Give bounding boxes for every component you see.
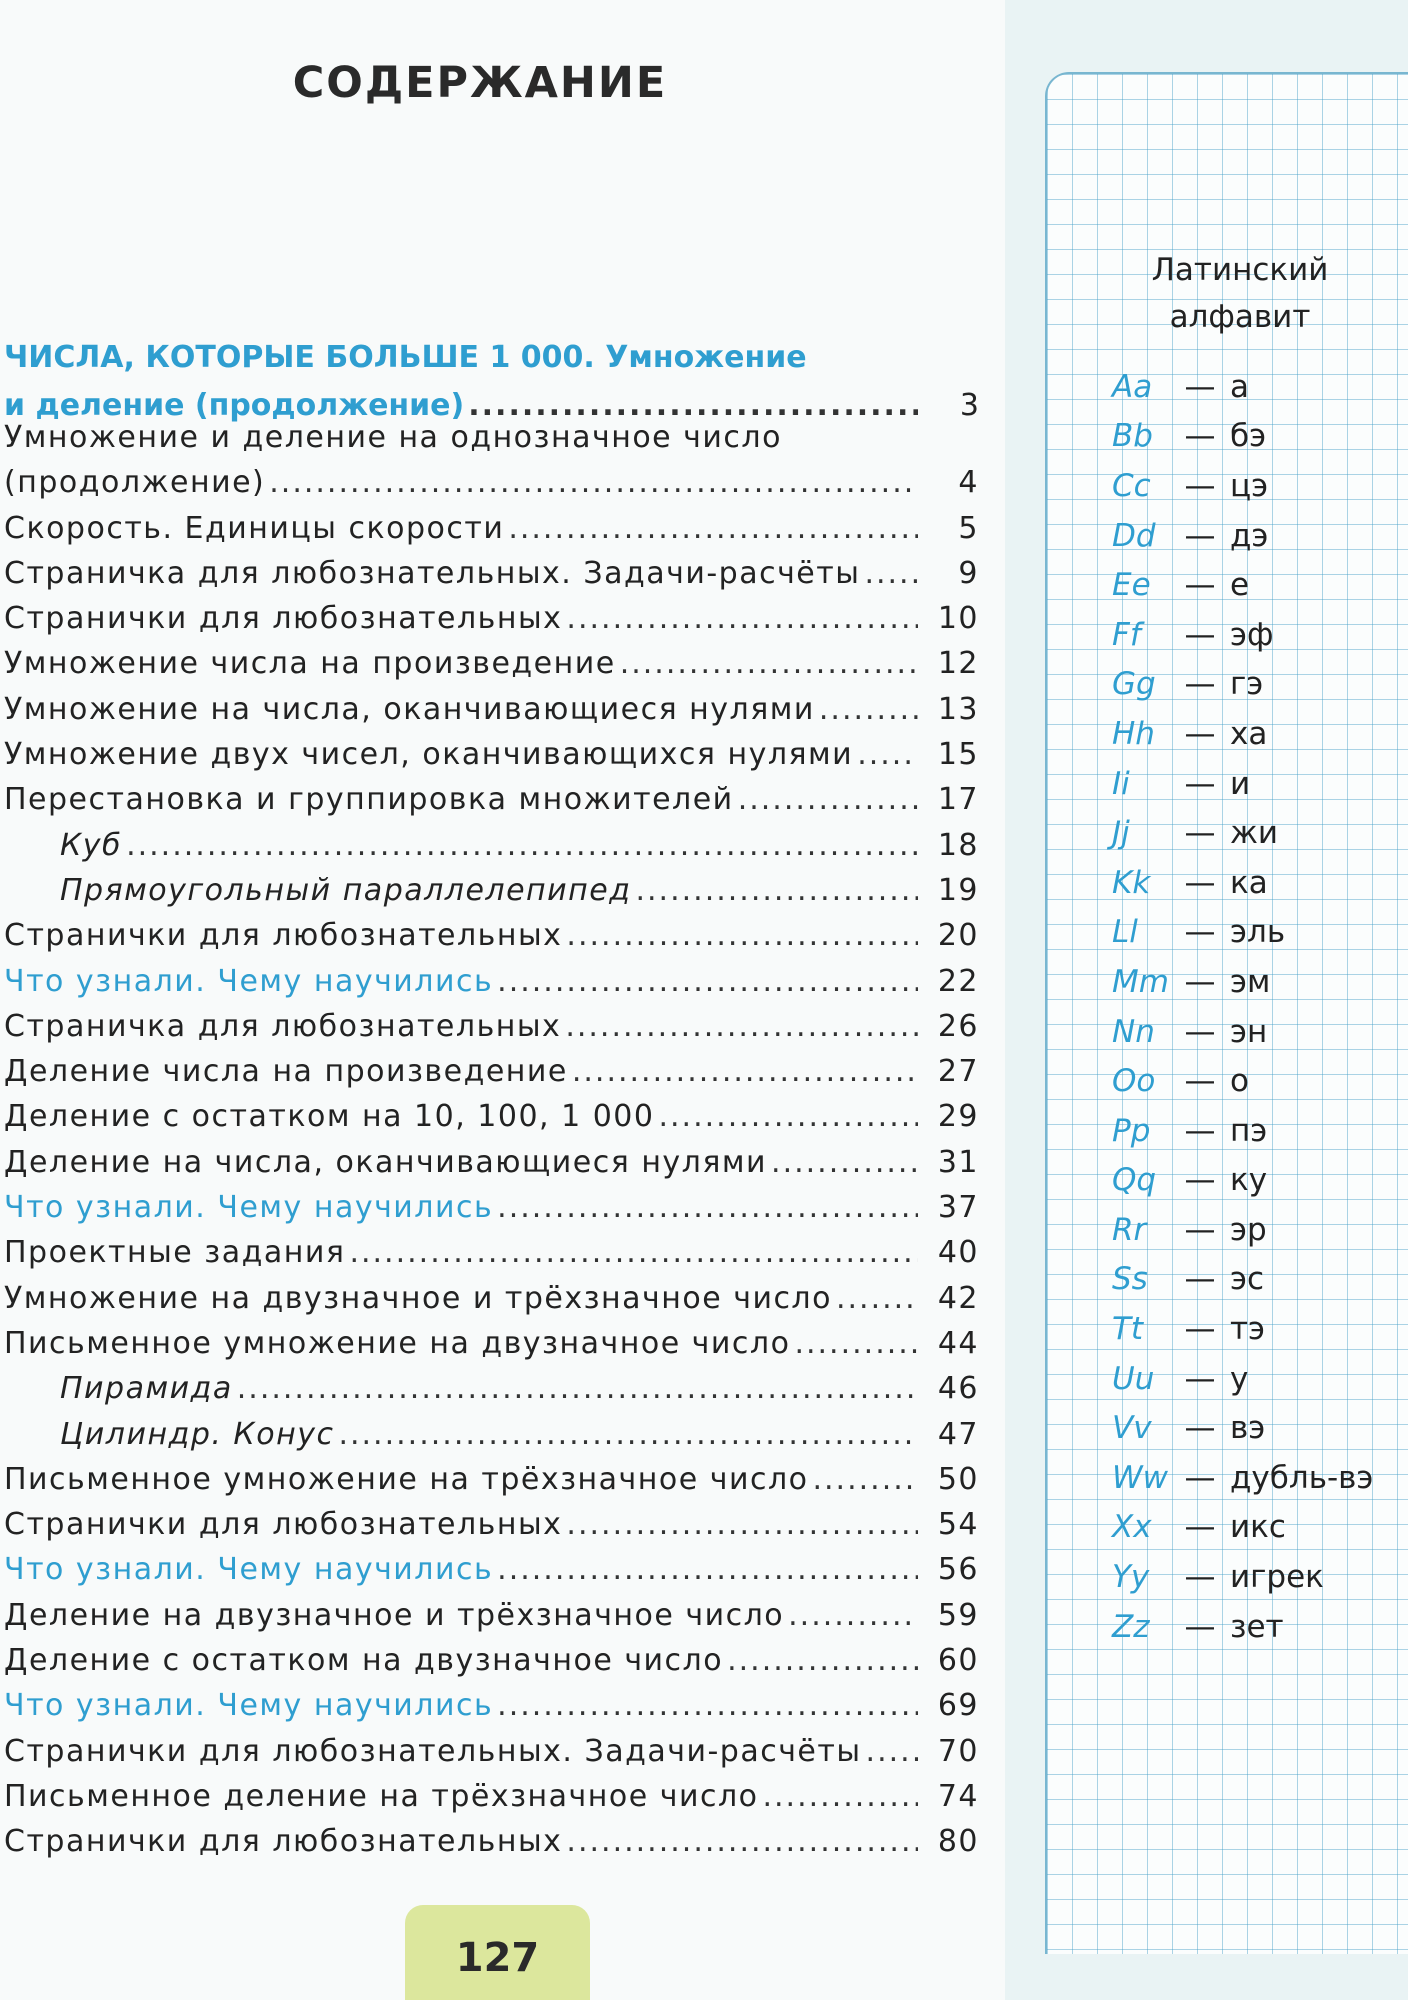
- alphabet-row: [1112, 858, 1408, 908]
- dot-leader: [566, 601, 918, 636]
- toc-entry-title: Пирамида: [60, 1371, 233, 1407]
- toc-entry: [4, 1371, 979, 1416]
- toc-entry-title: Что узнали. Чему научились: [4, 963, 494, 999]
- toc-entry: [4, 873, 979, 918]
- alphabet-row: [1112, 1056, 1408, 1106]
- dot-leader: [269, 465, 918, 500]
- toc-entry-page: 26: [937, 1008, 979, 1044]
- latin-letter: Ss: [1112, 1261, 1148, 1298]
- dot-leader: [497, 1688, 918, 1723]
- dash: —: [1184, 963, 1216, 1000]
- alphabet-row: [1112, 808, 1408, 858]
- dash: —: [1184, 1211, 1216, 1248]
- letter-name: ка: [1230, 864, 1268, 901]
- alphabet-row: [1112, 1552, 1408, 1602]
- toc-entry: [4, 1598, 979, 1643]
- latin-letter: Yy: [1112, 1559, 1150, 1596]
- letter-name: эф: [1230, 616, 1274, 653]
- latin-letter: Mm: [1112, 963, 1169, 1000]
- alphabet-title-line-1: Латинский: [1151, 252, 1329, 288]
- dash: —: [1184, 1013, 1216, 1050]
- toc-entry-title: Перестановка и группировка множителей: [4, 782, 734, 818]
- toc-entry: [4, 1507, 979, 1552]
- dash: —: [1184, 1559, 1216, 1596]
- toc-entry: [4, 1099, 979, 1144]
- latin-letter: Aa: [1112, 368, 1153, 405]
- dot-leader: [497, 1190, 918, 1225]
- toc-entry-title: Странички для любознательных: [4, 918, 563, 954]
- toc-entry-title: Проектные задания: [4, 1235, 346, 1271]
- toc-entry-page: 37: [937, 1190, 979, 1226]
- toc-entry: [4, 1779, 979, 1824]
- toc-entry-title: Письменное деление на трёхзначное число: [4, 1778, 759, 1814]
- toc-entry-title: Скорость. Единицы скорости: [4, 510, 505, 546]
- toc-entry-page: 13: [937, 691, 979, 727]
- toc-entry: [4, 1734, 979, 1779]
- dash: —: [1184, 1162, 1216, 1199]
- dot-leader: [864, 556, 918, 591]
- letter-name: икс: [1230, 1509, 1286, 1546]
- toc-entry-page: 29: [937, 1099, 979, 1135]
- toc-entry: [4, 1688, 979, 1733]
- dash: —: [1184, 864, 1216, 901]
- letter-name: зет: [1230, 1608, 1284, 1645]
- latin-letter: Nn: [1112, 1013, 1155, 1050]
- latin-letter: Cc: [1112, 467, 1151, 504]
- toc-entry-title: Умножение на двузначное и трёхзначное число: [4, 1280, 832, 1316]
- letter-name: цэ: [1230, 467, 1269, 504]
- section-heading-text-2: и деление (продолжение): [4, 388, 465, 423]
- toc-entry-title: Умножение двух чисел, оканчивающихся нулями: [4, 737, 854, 773]
- alphabet-row: [1112, 511, 1408, 561]
- section-heading-page: 3: [959, 388, 979, 423]
- latin-letter: Kk: [1112, 864, 1151, 901]
- alphabet-row: [1112, 1403, 1408, 1453]
- latin-letter: Ii: [1112, 765, 1130, 802]
- dot-leader: [866, 1734, 918, 1769]
- toc-entry: [4, 692, 979, 737]
- toc-entry: [4, 1824, 979, 1869]
- latin-letter: Tt: [1112, 1311, 1144, 1348]
- alphabet-row: [1112, 908, 1408, 958]
- toc-entry-page: 4: [958, 465, 979, 501]
- alphabet-row: [1112, 610, 1408, 660]
- latin-letter: Vv: [1112, 1410, 1152, 1447]
- alphabet-row: [1112, 560, 1408, 610]
- toc-entry: [4, 420, 979, 465]
- dot-leader: [237, 1371, 918, 1406]
- alphabet-row: [1112, 1354, 1408, 1404]
- latin-letter: Ee: [1112, 567, 1151, 604]
- page-number: 127: [455, 1935, 540, 1981]
- toc-entry-page: 42: [937, 1280, 979, 1316]
- toc-entry: [4, 465, 979, 510]
- dash: —: [1184, 1459, 1216, 1496]
- latin-letter: Gg: [1112, 666, 1156, 703]
- latin-letter: Jj: [1112, 815, 1130, 852]
- letter-name: жи: [1230, 815, 1279, 852]
- dot-leader: [635, 873, 918, 908]
- alphabet-row: [1112, 1453, 1408, 1503]
- dash: —: [1184, 517, 1216, 554]
- letter-name: эс: [1230, 1261, 1265, 1298]
- letter-name: дубль-вэ: [1230, 1459, 1374, 1496]
- toc-entry: [4, 1462, 979, 1507]
- alphabet-row: [1112, 1503, 1408, 1553]
- toc-entry: [4, 556, 979, 601]
- latin-letter: Uu: [1112, 1360, 1155, 1397]
- toc-entry-title: Деление с остатком на двузначное число: [4, 1643, 724, 1679]
- alphabet-row: [1112, 1304, 1408, 1354]
- dot-leader: [836, 1281, 918, 1316]
- toc-entry-title: Умножение на числа, оканчивающиеся нулями: [4, 691, 815, 727]
- toc-entry-page: 40: [937, 1235, 979, 1271]
- dot-leader: [788, 1598, 918, 1633]
- letter-name: а: [1230, 368, 1249, 405]
- letter-name: гэ: [1230, 666, 1264, 703]
- toc-entry: [4, 1190, 979, 1235]
- toc-entry: [4, 1145, 979, 1190]
- dash: —: [1184, 914, 1216, 951]
- toc-entry-title: Прямоугольный параллелепипед: [60, 872, 632, 908]
- latin-letter: Ff: [1112, 616, 1141, 653]
- dot-leader: [497, 1552, 918, 1587]
- letter-name: ку: [1230, 1162, 1268, 1199]
- toc-entry-title: Цилиндр. Конус: [60, 1416, 335, 1452]
- toc-entry-title: Деление числа на произведение: [4, 1054, 568, 1090]
- toc-entry: [4, 828, 979, 873]
- toc-entry: [4, 1643, 979, 1688]
- dot-leader: [126, 828, 918, 863]
- dash: —: [1184, 1509, 1216, 1546]
- toc-entry-page: 19: [937, 872, 979, 908]
- alphabet-row: [1112, 1602, 1408, 1652]
- dash: —: [1184, 815, 1216, 852]
- alphabet-row: [1112, 412, 1408, 462]
- toc-entry: [4, 1326, 979, 1371]
- toc-entry-title: Что узнали. Чему научились: [4, 1688, 494, 1724]
- dash: —: [1184, 1112, 1216, 1149]
- dot-leader: [794, 1326, 918, 1361]
- toc-entry: [4, 646, 979, 691]
- dash: —: [1184, 616, 1216, 653]
- toc-entry-page: 50: [937, 1461, 979, 1497]
- toc-entry: [4, 1417, 979, 1462]
- letter-name: эн: [1230, 1013, 1268, 1050]
- toc-list: [4, 420, 979, 1870]
- dash: —: [1184, 666, 1216, 703]
- dot-leader: [771, 1145, 918, 1180]
- alphabet-row: [1112, 1255, 1408, 1305]
- dash: —: [1184, 765, 1216, 802]
- dot-leader: [762, 1779, 918, 1814]
- toc-entry-page: 10: [937, 601, 979, 637]
- toc-entry-page: 17: [937, 782, 979, 818]
- toc-entry-title: (продолжение): [4, 465, 266, 501]
- dash: —: [1184, 567, 1216, 604]
- dash: —: [1184, 467, 1216, 504]
- toc-entry-page: 47: [937, 1416, 979, 1452]
- alphabet-row: [1112, 1106, 1408, 1156]
- page-title: СОДЕРЖАНИЕ: [292, 58, 668, 108]
- latin-letter: Zz: [1112, 1608, 1150, 1645]
- toc-entry-page: 31: [937, 1144, 979, 1180]
- toc-entry: [4, 964, 979, 1009]
- latin-letter: Pp: [1112, 1112, 1151, 1149]
- alphabet-row: [1112, 1007, 1408, 1057]
- letter-name: игрек: [1230, 1559, 1324, 1596]
- alphabet-row: [1112, 1205, 1408, 1255]
- letter-name: вэ: [1230, 1410, 1266, 1447]
- toc-entry-page: 60: [937, 1643, 979, 1679]
- dash: —: [1184, 368, 1216, 405]
- dot-leader: [349, 1235, 918, 1270]
- toc-entry-title: Письменное умножение на трёхзначное число: [4, 1461, 809, 1497]
- dash: —: [1184, 1360, 1216, 1397]
- toc-entry-page: 46: [937, 1371, 979, 1407]
- alphabet-row: [1112, 709, 1408, 759]
- toc-entry: [4, 737, 979, 782]
- toc-entry: [4, 1552, 979, 1597]
- dot-leader: [565, 1009, 918, 1044]
- toc-entry-page: 18: [937, 827, 979, 863]
- page-number-tab: [405, 1905, 590, 2000]
- dot-leader: [572, 1054, 918, 1089]
- dot-leader: [620, 646, 918, 681]
- toc-entry-page: 27: [937, 1054, 979, 1090]
- latin-letter: Rr: [1112, 1211, 1147, 1248]
- toc-entry-page: 70: [937, 1733, 979, 1769]
- toc-entry-title: Деление на двузначное и трёхзначное число: [4, 1597, 785, 1633]
- toc-entry: [4, 1009, 979, 1054]
- toc-entry: [4, 1054, 979, 1099]
- toc-entry: [4, 1281, 979, 1326]
- latin-letter: Oo: [1112, 1063, 1156, 1100]
- toc-section-heading: [4, 334, 979, 430]
- toc-entry-title: Умножение числа на произведение: [4, 646, 616, 682]
- toc-entry-page: 22: [937, 963, 979, 999]
- alphabet-list: [1112, 362, 1408, 1651]
- dash: —: [1184, 1311, 1216, 1348]
- toc-entry-page: 56: [937, 1552, 979, 1588]
- latin-letter: Ll: [1112, 914, 1138, 951]
- dot-leader: [497, 964, 918, 999]
- toc-entry-title: Куб: [60, 827, 123, 863]
- toc-entry-title: Странички для любознательных: [4, 1507, 563, 1543]
- toc-entry-title: Страничка для любознательных. Задачи-расчёты: [4, 555, 861, 591]
- toc-entry-title: Деление на числа, оканчивающиеся нулями: [4, 1144, 768, 1180]
- dot-leader: [566, 1507, 918, 1542]
- latin-letter: Xx: [1112, 1509, 1152, 1546]
- dash: —: [1184, 715, 1216, 752]
- alphabet-title-line-2: алфавит: [1169, 299, 1311, 335]
- dot-leader: [508, 511, 918, 546]
- alphabet-row: [1112, 759, 1408, 809]
- dot-leader: [727, 1643, 918, 1678]
- toc-entry-page: 9: [958, 555, 979, 591]
- latin-letter: Hh: [1112, 715, 1155, 752]
- dash: —: [1184, 1410, 1216, 1447]
- letter-name: е: [1230, 567, 1250, 604]
- toc-entry-page: 74: [937, 1778, 979, 1814]
- section-heading-text-1: ЧИСЛА, КОТОРЫЕ БОЛЬШЕ 1 000. Умножение: [4, 340, 807, 375]
- latin-letter: Bb: [1112, 418, 1153, 455]
- letter-name: ха: [1230, 715, 1268, 752]
- letter-name: у: [1230, 1360, 1249, 1397]
- letter-name: тэ: [1230, 1311, 1266, 1348]
- toc-entry-page: 59: [937, 1597, 979, 1633]
- toc-entry-page: 12: [937, 646, 979, 682]
- toc-entry: [4, 918, 979, 963]
- toc-entry-title: Умножение и деление на однозначное число: [4, 420, 782, 455]
- latin-letter: Qq: [1112, 1162, 1157, 1199]
- toc-entry-title: Странички для любознательных: [4, 1824, 563, 1860]
- toc-entry: [4, 601, 979, 646]
- dash: —: [1184, 1261, 1216, 1298]
- toc-entry-page: 69: [937, 1688, 979, 1724]
- alphabet-row: [1112, 957, 1408, 1007]
- alphabet-row: [1112, 461, 1408, 511]
- letter-name: бэ: [1230, 418, 1267, 455]
- dot-leader: [812, 1462, 918, 1497]
- toc-entry-title: Что узнали. Чему научились: [4, 1552, 494, 1588]
- letter-name: дэ: [1230, 517, 1269, 554]
- letter-name: и: [1230, 765, 1251, 802]
- dash: —: [1184, 1063, 1216, 1100]
- dot-leader: [566, 918, 918, 953]
- toc-entry-page: 20: [937, 918, 979, 954]
- dot-leader: [338, 1417, 918, 1452]
- alphabet-row: [1112, 1156, 1408, 1206]
- toc-entry-page: 80: [937, 1824, 979, 1860]
- toc-entry-title: Странички для любознательных. Задачи-расчёты: [4, 1733, 862, 1769]
- toc-entry-title: Странички для любознательных: [4, 601, 563, 637]
- latin-letter: Ww: [1112, 1459, 1169, 1496]
- latin-letter: Dd: [1112, 517, 1156, 554]
- toc-entry-title: Письменное умножение на двузначное число: [4, 1325, 791, 1361]
- toc-entry-page: 54: [937, 1507, 979, 1543]
- toc-entry-page: 44: [937, 1325, 979, 1361]
- dash: —: [1184, 418, 1216, 455]
- toc-entry-page: 5: [958, 510, 979, 546]
- dot-leader: [566, 1824, 918, 1859]
- letter-name: о: [1230, 1063, 1249, 1100]
- section-heading-line-1: [4, 334, 979, 382]
- dot-leader: [738, 782, 918, 817]
- alphabet-row: [1112, 362, 1408, 412]
- dot-leader: [819, 692, 918, 727]
- letter-name: эль: [1230, 914, 1286, 951]
- toc-entry: [4, 511, 979, 556]
- toc-entry-title: Что узнали. Чему научились: [4, 1190, 494, 1226]
- toc-entry: [4, 782, 979, 827]
- alphabet-title: [1125, 247, 1355, 341]
- dash: —: [1184, 1608, 1216, 1645]
- dot-leader: [857, 737, 918, 772]
- toc-entry-title: Страничка для любознательных: [4, 1008, 562, 1044]
- letter-name: эм: [1230, 963, 1271, 1000]
- toc-entry-title: Деление с остатком на 10, 100, 1 000: [4, 1099, 655, 1135]
- toc-entry: [4, 1235, 979, 1280]
- toc-entry-page: 15: [937, 737, 979, 773]
- dot-leader: [658, 1099, 918, 1134]
- letter-name: эр: [1230, 1211, 1267, 1248]
- letter-name: пэ: [1230, 1112, 1268, 1149]
- alphabet-row: [1112, 660, 1408, 710]
